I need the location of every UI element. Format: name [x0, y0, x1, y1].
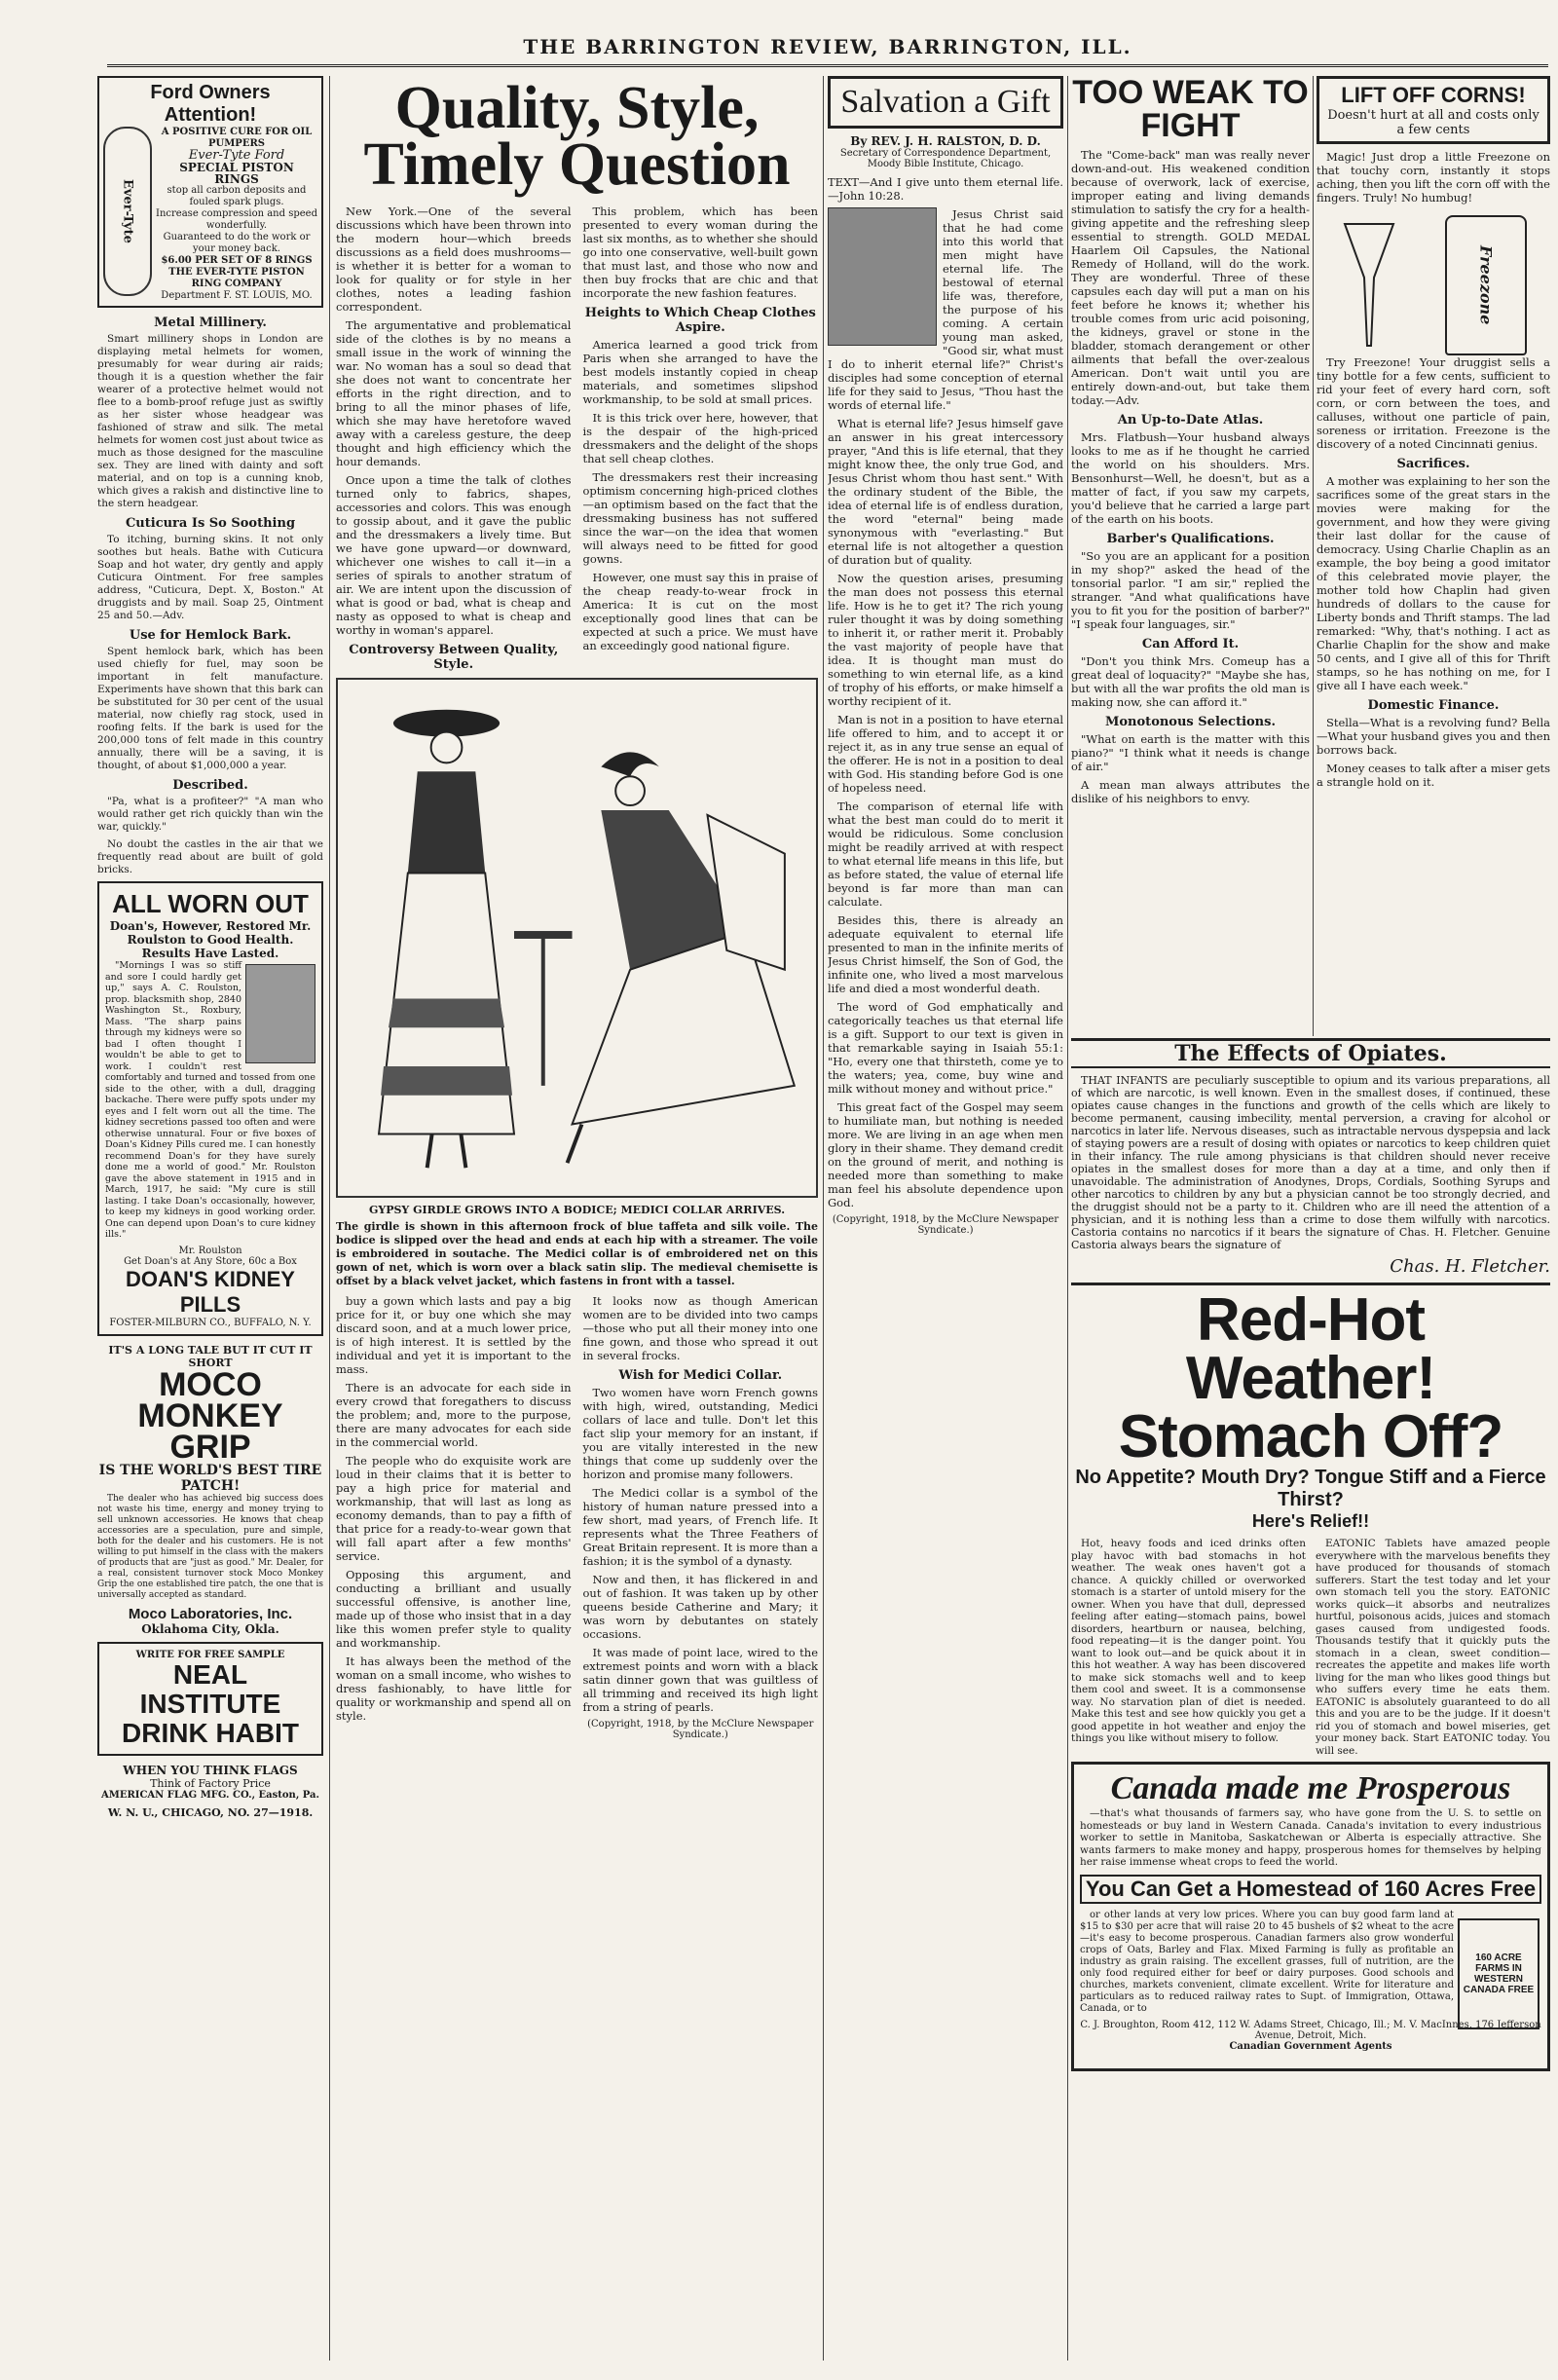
byline-sub: Secretary of Correspondence Department, Moody Bible Institute, Chicago. — [839, 148, 1052, 169]
moco-city: Oklahoma City, Okla. — [141, 1621, 279, 1636]
column-1 — [97, 76, 323, 2361]
flag-title: WHEN YOU THINK FLAGS — [123, 1763, 298, 1777]
article-text: However, one must say this in praise of the cheap ready-to-wear frock in America: It is cut on the most exceptionally good lines that can be expected at such a price. We must have an exceedingly good national figure. — [582, 571, 818, 652]
lift-corns-ad — [1317, 76, 1550, 144]
article-text: Man is not in a position to have eternal life offered to him, and to accept it or reject it, as in any true sense an equal of the offerer. He is not in a position to deal with God. His standing before God is one of hopeless need. — [828, 713, 1063, 795]
freezone-illustration — [1317, 209, 1550, 355]
article-text: No doubt the castles in the air that we frequently read about are built of gold bricks. — [97, 838, 323, 875]
article-heading: Use for Hemlock Bark. — [129, 628, 292, 643]
article-text: It was made of point lace, wired to the extremest points and worn with a black satin dinner gown that was guiltless of all trimming and received its high light from a string of pearls. — [582, 1646, 818, 1714]
column-rule — [823, 76, 824, 2361]
article-heading: Monotonous Selections. — [1105, 715, 1276, 729]
article-text: Once upon a time the talk of clothes turned only to fabrics, shapes, accessories and colors. This was enough to gossip about, and it gave the public and the dressmakers a lively time. But we have gone upward—or downward, whichever one wishes to call it—in a series of spirals to another stratum of air. We are intent upon the discussion of what is good or bad, what is cheap and nasty as opposed to what is cheap and worthy in woman's apparel. — [336, 473, 572, 637]
flag-subtitle: Think of Factory Price — [150, 1776, 271, 1790]
doans-store: Get Doan's at Any Store, 60c a Box — [124, 1255, 297, 1267]
byline: By REV. J. H. RALSTON, D. D. — [850, 134, 1041, 148]
article-text: Mrs. Flatbush—Your husband always looks to me as if he thought he carried the world on his shoulders. Mrs. Bensonhurst—Well, he doesn't, but as a matter of fact, if you saw my carpets, you'd believe that he carried a large part of the earth on his boots. — [1071, 430, 1310, 526]
ford-line: Guaranteed to do the work or your money back. — [163, 232, 311, 254]
doans-title: ALL WORN OUT — [112, 889, 309, 918]
flag-ad — [97, 1764, 323, 1801]
bottle-label: Freezone — [1476, 245, 1496, 325]
eatonic-text-left: Hot, heavy foods and iced drinks often play havoc with bad stomachs in hot weather. The weak ones haven't got a chance. A quickly chilled or overworked stomach is a starter of untold misery for the owner. When you have that dull, depressed feeling after eating—stomach pains, bowel disorders, heartburn or nausea, belching, food repeating—it is the danger point. You want to look out—and be quick about it in this hot weather. A way has been discovered to make sick stomachs well and to keep them cool and sweet. It is a commonsense way. No starvation plan of diet is needed. Make this test and see how quickly you get a good appetite in hot weather and enjoy the things you like without misery to follow. — [1071, 1538, 1306, 1744]
neal-sample: WRITE FOR FREE SAMPLE — [135, 1649, 285, 1660]
fashion-illustration — [336, 678, 818, 1198]
column-3 — [828, 76, 1063, 2361]
lift-text: Magic! Just drop a little Freezone on that touchy corn, instantly it stops aching, then you lift the corn off with the fingers. Truly! No humbug! — [1317, 150, 1550, 205]
article-text: America learned a good trick from Paris when she arranged to have the best models instantly copied in cheap materials, and sometimes slipshod workmanship, to be sold at small prices. — [582, 338, 818, 406]
ford-ad — [97, 76, 323, 308]
doans-brand: DOAN'S KIDNEY PILLS — [126, 1266, 295, 1317]
masthead: THE BARRINGTON REVIEW, BARRINGTON, ILL. — [107, 29, 1548, 67]
redhot-title: Red-Hot Weather! Stomach Off? — [1118, 1286, 1503, 1470]
homestead-banner: You Can Get a Homestead of 160 Acres Free — [1080, 1875, 1541, 1904]
article-text: A mother was explaining to her son the sacrifices some of the great stars in the movies were making for the government, and how they were giving their last dollar for the cause of democracy. Using Charlie Chaplin as an example, the boy being a good imitator of this celebrated movie player, the mother told how Chaplin had given hundreds of dollars to the cause for Liberty bonds and Thrift stamps. The lad remarked: "Why, that's nothing. I act as Charlie Chaplin for the show and make 50 cents, and I give all of this for Thrift stamps, so he has nothing on me, for I give all I have each week." — [1317, 474, 1550, 692]
illustration-caption: GYPSY GIRDLE GROWS INTO A BODICE; MEDICI COLLAR ARRIVES. — [368, 1204, 786, 1216]
article-text: The argumentative and problematical side of the clothes is by no means a small issue in the work of winning the war. No woman has a soul so dead that she does not want to concentrate her efforts in the right direction, and to bring to all the minor phases of life, which she may have heretofore waved away with a careless gesture, the deep thought and high efficiency which the hour demands. — [336, 318, 572, 468]
subheading: Wish for Medici Collar. — [618, 1368, 783, 1383]
column-rule — [329, 76, 330, 2361]
article-text: A mean man always attributes the dislike of his neighbors to envy. — [1071, 778, 1310, 805]
article-text: Spent hemlock bark, which has been used chiefly for fuel, may soon be important in felt manufacture. Experiments have shown that this bark can be substituted for 30 per cent of the usual material, now chiefly rag stock, used in roofing felts. If the bark is used for the 200,000 tons of felt made in this country annually, there will be a saving, it is thought, of about $1,000,000 a year. — [97, 646, 323, 771]
article-text: The word of God emphatically and categorically teaches us that eternal life is a gift. Support to our text is given in that remarkable saying in Isaiah 55:1: "Ho, every one that thirsteth, come ye to the waters; yea, come, buy wine and milk without money and without price." — [828, 1000, 1063, 1096]
moco-tag: IT'S A LONG TALE BUT IT CUT IT SHORT — [108, 1343, 313, 1369]
column-4 — [1071, 76, 1310, 1026]
article-heading: Domestic Finance. — [1367, 698, 1500, 713]
article-text: "Pa, what is a profiteer?" "A man who would rather get rich quickly than win the war, quickly." — [97, 796, 323, 833]
neal-subtitle: DRINK HABIT — [122, 1717, 299, 1748]
article-text: "What on earth is the matter with this piano?" "I think what it needs is change of air." — [1071, 732, 1310, 773]
ford-line: $6.00 PER SET OF 8 RINGS — [161, 255, 313, 266]
article-heading: Can Afford It. — [1141, 637, 1240, 651]
redhot-subtitle: No Appetite? Mouth Dry? Tongue Stiff and a Fierce Thirst? — [1075, 1467, 1546, 1510]
canada-ad — [1071, 1762, 1550, 2071]
ford-line: Increase compression and speed wonderfully. — [156, 208, 317, 231]
article-text: There is an advocate for each side in every crowd that foregathers to discuss the problem; and, more to the purpose, there are many advocates for each side in the commercial world. — [336, 1381, 572, 1449]
canada-signature: Canadian Government Agents — [1229, 2040, 1392, 2052]
ford-ad-body — [156, 127, 317, 302]
lift-subtitle: Doesn't hurt at all and costs only a few cents — [1327, 108, 1539, 137]
eatonic-ad — [1071, 1283, 1550, 1762]
opiates-text: THAT INFANTS are peculiarly susceptible to opium and its various preparations, all of which are narcotic, is well known. Even in the smallest doses, if continued, these opiates cause changes in the functions and growth of the cells which are likely to become permanent, causing imbecility, mental perversion, a craving for alcohol or narcotics in later life. Nervous diseases, such as intractable nervous dyspepsia and lack of staying powers are a result of dosing with opiates or narcotics to keep children quiet in their infancy. The rule among physicians is that children should never receive opiates in the smallest doses for more than a day at a time, and only then if unavoidable. The administration of Anodynes, Drops, Cordials, Soothing Syrups and other narcotics to children by any but a physician cannot be too strongly decried, and the druggist should not be a party to it. Children who are ill need the attention of a physician, and it is nothing less than a crime to dose them wilfully with narcotics. Castoria contains no narcotics if it bears the signature of Chas. H. Fletcher. Genuine Castoria always bears the signature of — [1071, 1074, 1550, 1251]
canada-intro: —that's what thousands of farmers say, who have gone from the U. S. to settle on homesteads or buy land in Western Canada. Canada's invitation to every industrious worker to settle in Manitoba, Saskatchewan or Alberta is especially attractive. She wants farmers to make money and happy, prosperous homes for themselves by helping her raise immense wheat crops to feed the world. — [1080, 1807, 1541, 1868]
too-weak-title: TOO WEAK TO FIGHT — [1072, 76, 1309, 144]
doans-subtitle: Doan's, However, Restored Mr. Roulston to Good Health. Results Have Lasted. — [109, 919, 312, 960]
ford-line: stop all carbon deposits and fouled spark plugs. — [167, 185, 307, 207]
doans-maker: FOSTER-MILBURN CO., BUFFALO, N. Y. — [109, 1317, 312, 1328]
roulston-portrait — [245, 964, 315, 1063]
neal-ad — [97, 1642, 323, 1756]
article-heading: An Up-to-Date Atlas. — [1117, 413, 1264, 428]
headline: Quality, Style, Timely Question — [363, 76, 791, 198]
column-2 — [336, 76, 818, 2361]
ford-line: Department F. ST. LOUIS, MO. — [161, 290, 313, 301]
column-5 — [1317, 76, 1550, 1026]
canada-badge: 160 ACRE FARMS IN WESTERN CANADA FREE — [1458, 1918, 1539, 2029]
ford-line: Ever-Tyte Ford — [188, 148, 285, 163]
scripture-text: TEXT—And I give unto them eternal life.—John 10:28. — [828, 175, 1063, 203]
article-text: Try Freezone! Your druggist sells a tiny bottle for a few cents, sufficient to rid your feet of every hard corn, soft corn, or corn between the toes, and calluses, without one particle of pain, soreness or irritation. Freezone is the discovery of a noted Cincinnati genius. — [1317, 355, 1550, 451]
article-text: The people who do exquisite work are loud in their claims that it is better to pay a high price for material and workmanship, that will last as long as economy demands, than to pay a fifth of that price for a ready-to-wear gown that will fall apart after a few months' service. — [336, 1454, 572, 1563]
copyright: (Copyright, 1918, by the McClure Newspaper Syndicate.) — [587, 1719, 814, 1740]
dropper-icon — [1340, 219, 1398, 355]
salvation-title: Salvation a Gift — [828, 76, 1063, 129]
ford-ad-title: Ford Owners Attention! — [150, 82, 271, 126]
lower-right-block — [1071, 1032, 1550, 2361]
article-text: To itching, burning skins. It not only soothes but heals. Bathe with Cuticura Soap and hot water, dry gently and apply Cuticura Ointment. For free samples address, "Cuticura, Dept. X, Boston." At druggists and by mail. Soap 25, Ointment 25 and 50.—Adv. — [97, 534, 323, 621]
neal-title: NEAL INSTITUTE — [139, 1658, 281, 1719]
ford-line: SPECIAL PISTON RINGS — [179, 161, 294, 186]
fashion-article-top — [336, 205, 818, 672]
fashion-article-bottom — [336, 1294, 818, 1740]
flag-maker: AMERICAN FLAG MFG. CO., Easton, Pa. — [101, 1789, 319, 1801]
article-heading: Barber's Qualifications. — [1106, 532, 1275, 546]
article-heading: Cuticura Is So Soothing — [125, 516, 296, 531]
article-text: Smart millinery shops in London are displaying metal helmets for women, presumably for wear during air raids; though it is a question whether the fair wearer of a protective helmet would not flee to a bomb-proof refuge just as swiftly as her sister whose headgear was fashioned of straw and silk. The metal helmets for women cost just about twice as much as those designed for the masculine sex. They are lined with dainty and soft material, and on top is a cunning knob, which gives a rakish and distinctive line to the stern headgear. — [97, 333, 323, 509]
ford-line: THE EVER-TYTE PISTON RING COMPANY — [168, 267, 305, 289]
column-rule — [1313, 76, 1314, 1036]
article-text: What is eternal life? Jesus himself gave an answer in his great intercessory prayer, "And this is life eternal, that they might know thee, the only true God, and Jesus Christ whom thou hast sent." With the ordinary student of the Bible, the idea of eternal life is of endless duration, the word "eternal" being made synonymous with "everlasting." But eternal life is not altogether a question of duration but of quality. — [828, 417, 1063, 567]
article-text: Opposing this argument, and conducting a brilliant and usually successful offensive, is another line, made up of those who insist that in a day like this women prefer style to quality and workmanship. — [336, 1568, 572, 1650]
canada-text: or other lands at very low prices. Where you can buy good farm land at $15 to $30 per acre that will raise 20 to 45 bushels of $2 wheat to the acre—it's easy to become prosperous. Canadian farmers also grow wonderful crops of Oats, Barley and Flax. Mixed Farming is fully as profitable an industry as grain raising. The excellent grasses, full of nutrition, are the only food required either for beef or dairy purposes. Good schools and churches, markets convenient, climate excellent. Write for literature and particulars as to reduced railway rates to Supt. of Immigration, Ottawa, Canada, or to — [1080, 1909, 1454, 2014]
article-text: The comparison of eternal life with what the best man could do to merit it would be ridiculous. Some conclusion might be readily arrived at with respect to what eternal life means in this life, but as before stated, the value of eternal life beyond is far more than man can calculate. — [828, 800, 1063, 909]
copyright: (Copyright, 1918, by the McClure Newspaper Syndicate.) — [832, 1214, 1059, 1236]
article-text: It has always been the method of the woman on a small income, who wishes to dress fashionably, to have little for quality or workmanship and spend all on style. — [336, 1655, 572, 1723]
ford-badge: Ever-Tyte — [120, 179, 135, 243]
article-text: Two women have worn French gowns with high, wired, outstanding, Medici collars of lace and tulle. Don't let this fact slip your memory for an instant, if you are vitally interested in the new things that come up suddenly over the horizon and promise many followers. — [582, 1386, 818, 1481]
article-text: The "Come-back" man was really never down-and-out. His weakened condition because of overwork, lack of exercise, improper eating and living demands stimulation to satisfy the cry for a health-giving appetite and the refreshing sleep essential to strength. GOLD MEDAL Haarlem Oil Capsules, the National Remedy of Holland, will do the work. They are wonderful. Three of these capsules each day will put a man on his feet before he knows it; whether his trouble comes from uric acid poisoning, the kidneys, gravel or stone in the bladder, stomach derangement or other ailments that befall the over-zealous American. Don't wait until you are entirely down-and-out, but take them today.—Adv. — [1071, 148, 1310, 407]
canada-agent: C. J. Broughton, Room 412, 112 W. Adams Street, Chicago, Ill.; M. V. MacInnes, 176 Jefferson Avenue, Detroit, Mich. — [1080, 2019, 1541, 2041]
canada-title: Canada made me Prosperous — [1110, 1770, 1511, 1806]
fashion-drawing — [338, 680, 816, 1192]
ford-line: A POSITIVE CURE FOR OIL PUMPERS — [161, 127, 313, 149]
author-portrait — [828, 207, 937, 346]
fletcher-signature: Chas. H. Fletcher. — [1390, 1256, 1550, 1277]
article-text: It is this trick over here, however, that is the despair of the high-priced dressmakers and the delight of the shops that sell cheap clothes. — [582, 411, 818, 465]
moco-ad — [97, 1344, 323, 1636]
portrait-caption: Mr. Roulston — [178, 1245, 242, 1256]
subheading: Controversy Between Quality, Style. — [349, 643, 559, 672]
article-text: This great fact of the Gospel may seem to humiliate man, but nothing is needed more. We are living in an age when men glory in their shame. They demand credit on the ground of merit, and nothing is needed more than something to make man feel his absolute dependence upon God. — [828, 1100, 1063, 1209]
article-heading: Metal Millinery. — [154, 316, 267, 330]
doans-text: "Mornings I was so stiff and sore I could hardly get up," says A. C. Roulston, prop. blacksmith shop, 2840 Washington St., Roxbury, Mass. "The sharp pains through my kidneys were so bad I often thought I wouldn't be able to get to work. I couldn't rest comfortably and turned and tossed from one side to the other, with a dull, dragging backache. There were puffy spots under my eyes and I felt worn out all the time. The kidney secretions passed too often and were otherwise unnatural. Four or five boxes of Doan's Kidney Pills cured me. I can honestly recommend Doan's for they have surely done me a world of good." Mr. Roulston gave the above statement in 1915 and in March, 1917, he said: "My cure is still lasting. I take Doan's occasionally, however, to keep my kidneys in good working order. One can depend upon Doan's to cure kidney ills." — [105, 960, 315, 1240]
eatonic-text-right: EATONIC Tablets have amazed people everywhere with the marvelous benefits they have produced for thousands of stomach sufferers. Start the test today and let your own stomach tell you the story. EATONIC works quick—it absorbs and neutralizes hurtful, poisonous acids, juices and stomach gases caused from undigested foods. Thousands testify that it quickly puts the stomach in a clean, sweet condition—recreates the appetite and makes life worth living for the man who likes good things but who suffers every time he eats them. EATONIC is absolutely guaranteed to do all this and you are to be the judge. If it doesn't rid you of stomach and bowel miseries, get your money back. Start EATONIC today. You will see. — [1316, 1538, 1550, 1757]
opiates-title: The Effects of Opiates. — [1071, 1038, 1550, 1068]
article-text: "Don't you think Mrs. Comeup has a great deal of loquacity?" "Maybe she has, but with all the war profits the old man is making now, she can afford it." — [1071, 654, 1310, 709]
wnu-footer: W. N. U., CHICAGO, NO. 27—1918. — [107, 1805, 314, 1819]
lift-title: LIFT OFF CORNS! — [1341, 83, 1526, 107]
article-text: New York.—One of the several discussions which have been thrown into the modern hour—which breeds discussions as a field does mushrooms—is whether it is better for a woman to look for quality or for style in her clothes, notes a leading fashion correspondent. — [336, 205, 572, 314]
redhot-relief: Here's Relief!! — [1251, 1511, 1370, 1531]
article-text: Now the question arises, presuming the man does not possess this eternal life. How is he to get it? The rich young ruler thought it was by doing something to inherit it, or rather merit it. Probably the vast majority of people have that idea. It is thought man must do something to win eternal life, as a kind of trophy of his efforts, or make himself a worthy recipient of it. — [828, 572, 1063, 708]
article-text: Stella—What is a revolving fund? Bella—What your husband gives you and then borrows back. — [1317, 716, 1550, 757]
column-rule — [1067, 76, 1068, 2361]
metal-millinery-article — [97, 316, 323, 876]
doans-ad — [97, 881, 323, 1336]
subheading: Heights to Which Cheap Clothes Aspire. — [584, 306, 816, 335]
piston-ring-icon — [103, 127, 152, 296]
article-text: Money ceases to talk after a miser gets a strangle hold on it. — [1317, 762, 1550, 789]
article-heading: Described. — [172, 778, 248, 793]
moco-maker: Moco Laboratories, Inc. — [128, 1605, 293, 1622]
moco-subtitle: IS THE WORLD'S BEST TIRE PATCH! — [98, 1462, 322, 1494]
caption-text: The girdle is shown in this afternoon frock of blue taffeta and silk voile. The bodice is slipped over the head and ends at each hip with a streamer. The voile is embroidered in soutache. The Medici collar is of embroidered net on this gown of net, which is worn over a black satin slip. The medieval chemisette is offset by a black velvet jacket, which fastens in front with a tassel. — [336, 1220, 818, 1287]
article-text: buy a gown which lasts and pay a big price for it, or buy one which she may discard soon, and at a much lower price, is of high interest. It is settled by the individual and yet it is important to the mass. — [336, 1294, 572, 1376]
article-text: Now and then, it has flickered in and out of fashion. It was taken up by other queens beside Catherine and Mary; it was worn by debutantes on stately occasions. — [582, 1573, 818, 1641]
bottle-icon — [1445, 215, 1527, 355]
moco-title: MOCO MONKEY GRIP — [137, 1365, 283, 1466]
article-text: The Medici collar is a symbol of the history of human nature pressed into a few short, mad years, of French life. It represents what the Three Feathers of Great Britain represent. It is more than a fashion; it is the symbol of a dynasty. — [582, 1486, 818, 1568]
article-text: Jesus Christ said that he had come into this world that men might have eternal life. The bestowal of eternal life was, therefore, the purpose of his coming. A certain young man asked, "Good sir, what must I do to inherit eternal life?" Christ's disciples had some conception of eternal life for they said to Jesus, "Thou hast the words of eternal life." — [828, 207, 1063, 412]
article-text: It looks now as though American women are to be divided into two camps—those who put all their money into one fine gown, and those who spread it out in several frocks. — [582, 1294, 818, 1362]
article-text: The dressmakers rest their increasing optimism concerning high-priced clothes—an optimism based on the fact that the dressmaking business has not suffered since the war—on the idea that women will always need to be fitted for good gowns. — [582, 470, 818, 566]
article-text: Besides this, there is already an adequate equivalent to eternal life presented to man in the infinite merits of Jesus Christ himself, the Son of God, the infinite one, who lived a most marvelous life and died a most wonderful death. — [828, 913, 1063, 995]
article-text: "So you are an applicant for a position in my shop?" asked the head of the tonsorial parlor. "I am sir," replied the stranger. "And what qualifications have you to fit you for the position of barber?" "I speak four languages, sir." — [1071, 549, 1310, 631]
moco-text: The dealer who has achieved big success does not waste his time, energy and money trying to sell unknown accessories. He knows that cheap accessories are a speculation, pure and simple, both for the dealer and his customers. He is not willing to put himself in the class with the makers of products that are "just as good." Mr. Dealer, for a real, consistent turnover stock Moco Monkey Grip the one established tire patch, the one that is universally accepted as standard. — [97, 1493, 323, 1600]
article-text: This problem, which has been presented to every woman during the last six months, as to whether she should go into one conservative, well-built gown that must last, and those who now and then buy frocks that are chic and that incorporate the new fashion features. — [582, 205, 818, 300]
article-heading: Sacrifices. — [1396, 457, 1470, 471]
